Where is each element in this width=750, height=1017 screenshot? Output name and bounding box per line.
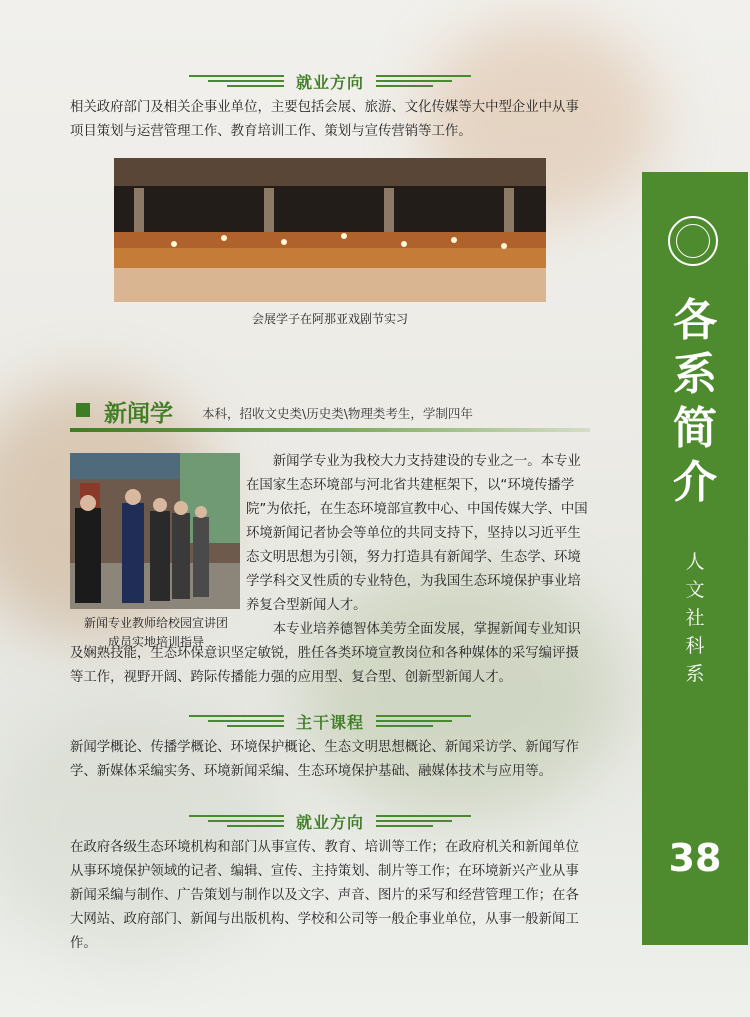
major-intro-paragraph-2: 本专业培养德智体美劳全面发展，掌握新闻专业知识及娴熟技能，生态环保意识坚定敏锐，胜任各类环境宣教岗位和各种媒体的采写编评摄等工作，视野开阔、跨际传播能力强的应用型、复合型、创新型新闻人才。 [70,622,581,685]
photo-caption: 会展学子在阿那亚戏剧节实习 [251,312,408,326]
courses-text: 新闻学概论、传播学概论、环境保护概论、生态文明思想概论、新闻采访学、新闻写作学、新媒体采编实务、环境新闻采编、生态环境保护基础、融媒体技术与应用等。 [70,740,579,779]
caption-line: 成员实地培训指导 [107,635,204,649]
title-char: 各 [673,295,717,346]
university-logo-icon [668,216,718,266]
section-header-courses [70,706,590,736]
heading-decoration [189,715,284,727]
subtitle-char: 科 [685,635,705,657]
employment-text-2: 在政府各级生态环境机构和部门从事宣传、教育、培训等工作；在政府机关和新闻单位从事环境保护领域的记者、编辑、宣传、主持策划、制片等工作；在环境新兴产业从事新闻采编与制作、广告策划与制作以及文字、声音、图片的采写和经营管理工作；在各大网站、政府部门、新闻与出版机构、学校和公司等一般企事业单位，从事一般新闻工作。 [70,840,579,951]
heading-decoration [189,75,284,87]
major-intro-paragraph-1: 新闻学专业为我校大力支持建设的专业之一。本专业在国家生态环境部与河北省共建框架下，以“环境传播学院”为依托，在生态环境部宣教中心、中国传媒大学、中国环境新闻记者协会等单位的共同支持下，坚持以习近平生态文明思想为引领，努力打造具有新闻学、生态学、环境学学科交叉性质的专业特色，为我国生态环境保护事业培养复合型新闻人才。 [246,454,588,613]
subtitle-char: 文 [685,579,705,601]
photo-festival-internship [114,158,546,302]
heading-underline [70,428,590,432]
section-title: 就业方向 [295,72,364,92]
subtitle-char: 人 [685,551,705,573]
employment-text-1: 相关政府部门及相关企事业单位，主要包括会展、旅游、文化传媒等大中型企业中从事项目策划与运营管理工作、教育培训工作、策划与宣传营销等工作。 [70,100,579,139]
heading-square-icon [76,403,90,417]
sidebar-subtitle [642,548,748,688]
caption-line: 新闻专业教师给校园宣讲团 [83,616,228,630]
sidebar-title [642,294,748,510]
heading-decoration [376,815,471,827]
major-meta: 本科，招收文史类\历史类\物理类考生，学制四年 [202,406,473,421]
title-char: 介 [673,457,717,508]
heading-decoration [376,715,471,727]
subtitle-char: 社 [685,607,705,629]
page-number: 38 [668,836,722,880]
section-title: 主干课程 [295,712,364,732]
float-spacer [70,450,246,634]
sidebar-panel [642,172,748,945]
heading-decoration [189,815,284,827]
section-header-employment-2 [70,806,590,836]
major-title: 新闻学 [104,400,173,427]
heading-decoration [376,75,471,87]
section-title: 就业方向 [295,812,364,832]
title-char: 简 [673,403,717,454]
major-heading [70,395,590,435]
subtitle-char: 系 [685,663,705,685]
title-char: 系 [673,349,717,400]
major-intro [70,450,592,690]
section-header-employment-1 [70,66,590,96]
